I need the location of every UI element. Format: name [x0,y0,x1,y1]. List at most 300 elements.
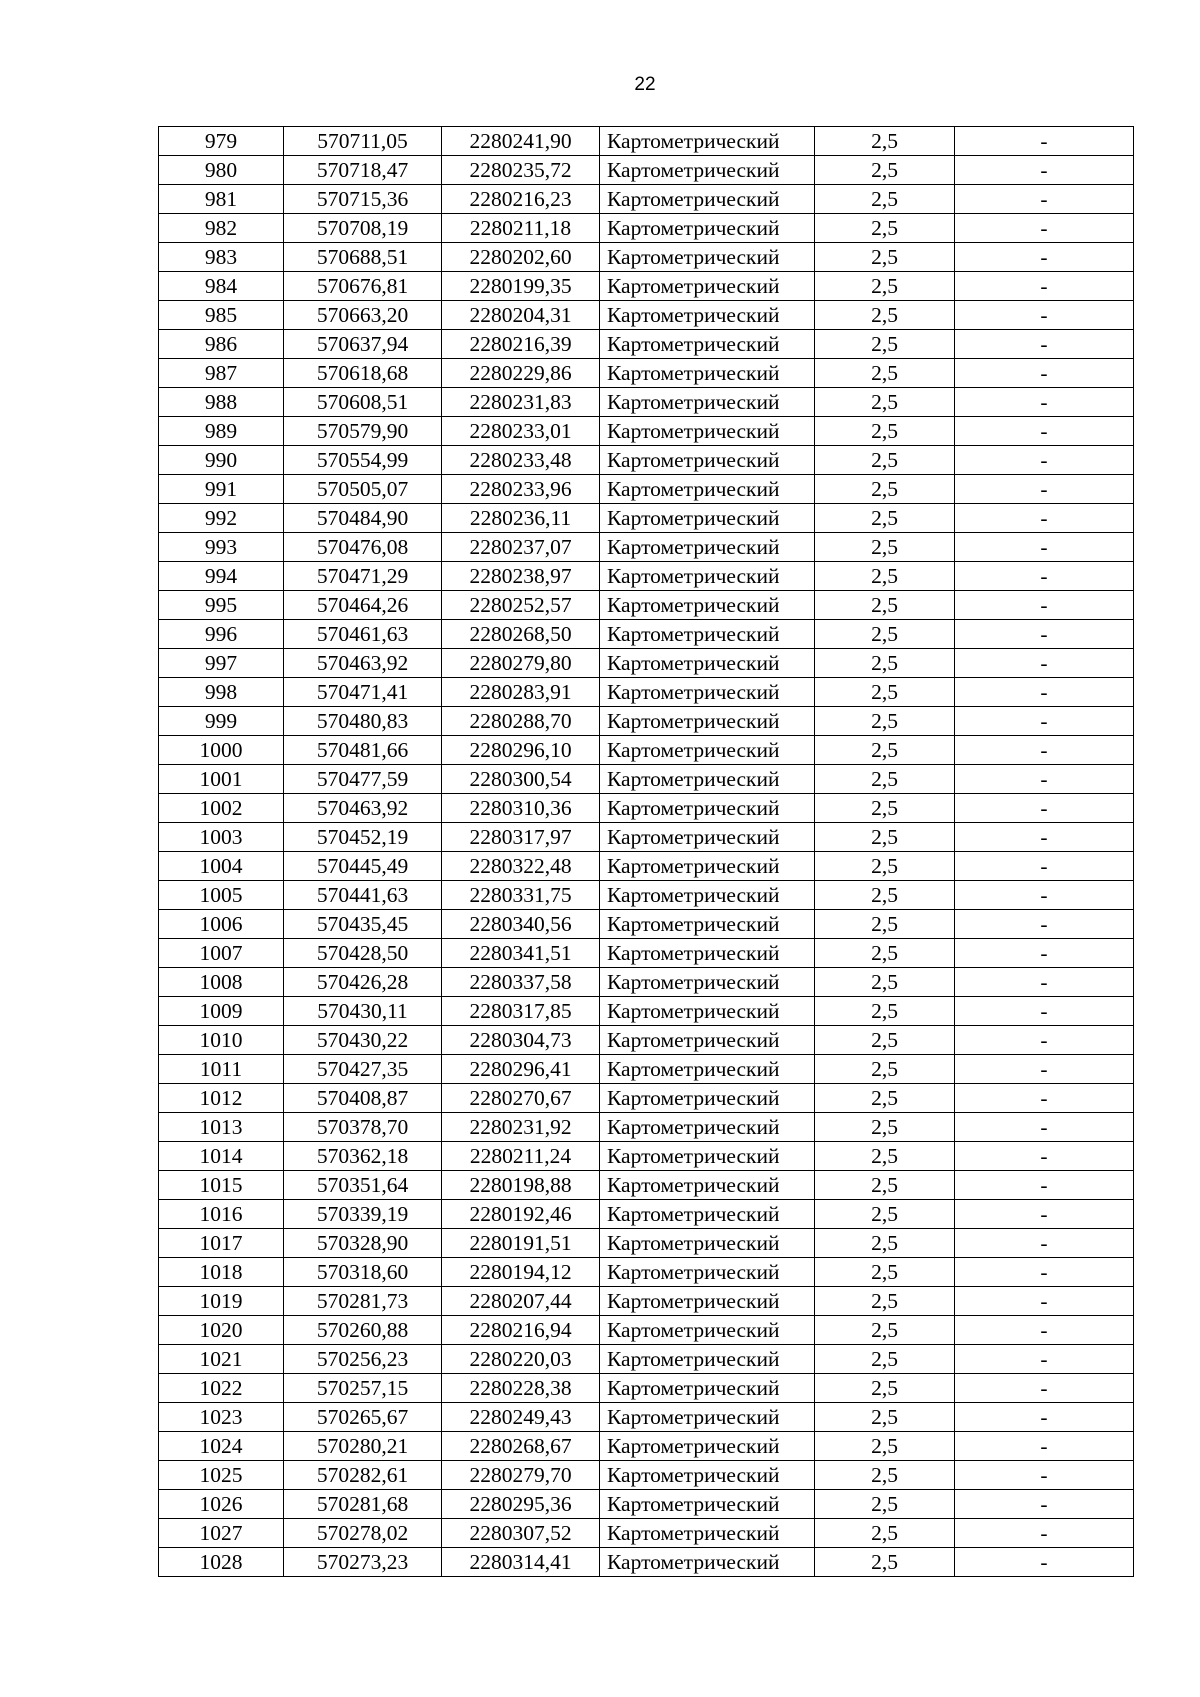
table-row [159,910,1134,939]
accuracy-cell: 2,5 [815,765,955,794]
y-coordinate-cell: 2280235,72 [442,156,600,185]
y-coordinate-cell: 2280341,51 [442,939,600,968]
point-number-cell: 1018 [159,1258,284,1287]
table-row [159,1490,1134,1519]
x-coordinate-cell: 570579,90 [284,417,442,446]
y-coordinate-cell: 2280307,52 [442,1519,600,1548]
table-row [159,1345,1134,1374]
x-coordinate-cell: 570445,49 [284,852,442,881]
x-coordinate-cell: 570378,70 [284,1113,442,1142]
table-row [159,1229,1134,1258]
x-coordinate-cell: 570428,50 [284,939,442,968]
y-coordinate-cell: 2280268,67 [442,1432,600,1461]
y-coordinate-cell: 2280331,75 [442,881,600,910]
method-cell: Картометрический [600,736,815,765]
description-cell: - [955,1316,1134,1345]
accuracy-cell: 2,5 [815,649,955,678]
accuracy-cell: 2,5 [815,504,955,533]
table-row [159,736,1134,765]
method-cell: Картометрический [600,1142,815,1171]
accuracy-cell: 2,5 [815,881,955,910]
point-number-cell: 989 [159,417,284,446]
accuracy-cell: 2,5 [815,185,955,214]
x-coordinate-cell: 570435,45 [284,910,442,939]
x-coordinate-cell: 570280,21 [284,1432,442,1461]
method-cell: Картометрический [600,243,815,272]
point-number-cell: 995 [159,591,284,620]
y-coordinate-cell: 2280231,83 [442,388,600,417]
y-coordinate-cell: 2280238,97 [442,562,600,591]
point-number-cell: 982 [159,214,284,243]
point-number-cell: 1000 [159,736,284,765]
method-cell: Картометрический [600,272,815,301]
description-cell: - [955,1026,1134,1055]
description-cell: - [955,1084,1134,1113]
y-coordinate-cell: 2280340,56 [442,910,600,939]
table-row [159,852,1134,881]
table-row [159,562,1134,591]
coordinates-table-body [159,127,1134,1577]
point-number-cell: 981 [159,185,284,214]
accuracy-cell: 2,5 [815,910,955,939]
y-coordinate-cell: 2280296,41 [442,1055,600,1084]
y-coordinate-cell: 2280236,11 [442,504,600,533]
point-number-cell: 1003 [159,823,284,852]
method-cell: Картометрический [600,1026,815,1055]
x-coordinate-cell: 570464,26 [284,591,442,620]
x-coordinate-cell: 570477,59 [284,765,442,794]
x-coordinate-cell: 570463,92 [284,649,442,678]
description-cell: - [955,1461,1134,1490]
point-number-cell: 1005 [159,881,284,910]
description-cell: - [955,1055,1134,1084]
method-cell: Картометрический [600,1432,815,1461]
description-cell: - [955,1345,1134,1374]
point-number-cell: 1025 [159,1461,284,1490]
y-coordinate-cell: 2280233,01 [442,417,600,446]
method-cell: Картометрический [600,446,815,475]
table-row [159,968,1134,997]
method-cell: Картометрический [600,301,815,330]
method-cell: Картометрический [600,1374,815,1403]
method-cell: Картометрический [600,1519,815,1548]
accuracy-cell: 2,5 [815,1229,955,1258]
table-row [159,533,1134,562]
point-number-cell: 1028 [159,1548,284,1577]
y-coordinate-cell: 2280249,43 [442,1403,600,1432]
description-cell: - [955,185,1134,214]
y-coordinate-cell: 2280304,73 [442,1026,600,1055]
table-row [159,939,1134,968]
method-cell: Картометрический [600,678,815,707]
y-coordinate-cell: 2280317,85 [442,997,600,1026]
x-coordinate-cell: 570461,63 [284,620,442,649]
table-row [159,1316,1134,1345]
point-number-cell: 999 [159,707,284,736]
table-row [159,1374,1134,1403]
point-number-cell: 1002 [159,794,284,823]
accuracy-cell: 2,5 [815,1055,955,1084]
y-coordinate-cell: 2280314,41 [442,1548,600,1577]
method-cell: Картометрический [600,1287,815,1316]
table-row [159,243,1134,272]
description-cell: - [955,475,1134,504]
point-number-cell: 1013 [159,1113,284,1142]
y-coordinate-cell: 2280220,03 [442,1345,600,1374]
table-row [159,301,1134,330]
point-number-cell: 1012 [159,1084,284,1113]
accuracy-cell: 2,5 [815,997,955,1026]
table-row [159,823,1134,852]
method-cell: Картометрический [600,1461,815,1490]
description-cell: - [955,1113,1134,1142]
x-coordinate-cell: 570362,18 [284,1142,442,1171]
table-row [159,156,1134,185]
x-coordinate-cell: 570281,73 [284,1287,442,1316]
table-row [159,707,1134,736]
method-cell: Картометрический [600,1403,815,1432]
table-row [159,1258,1134,1287]
description-cell: - [955,1490,1134,1519]
y-coordinate-cell: 2280322,48 [442,852,600,881]
method-cell: Картометрический [600,185,815,214]
x-coordinate-cell: 570427,35 [284,1055,442,1084]
method-cell: Картометрический [600,1055,815,1084]
accuracy-cell: 2,5 [815,1490,955,1519]
point-number-cell: 988 [159,388,284,417]
point-number-cell: 1008 [159,968,284,997]
description-cell: - [955,910,1134,939]
accuracy-cell: 2,5 [815,1026,955,1055]
description-cell: - [955,417,1134,446]
y-coordinate-cell: 2280211,18 [442,214,600,243]
accuracy-cell: 2,5 [815,1345,955,1374]
x-coordinate-cell: 570715,36 [284,185,442,214]
x-coordinate-cell: 570265,67 [284,1403,442,1432]
method-cell: Картометрический [600,475,815,504]
description-cell: - [955,1519,1134,1548]
table-row [159,620,1134,649]
description-cell: - [955,1287,1134,1316]
table-row [159,417,1134,446]
method-cell: Картометрический [600,1258,815,1287]
point-number-cell: 1021 [159,1345,284,1374]
table-row [159,1461,1134,1490]
accuracy-cell: 2,5 [815,417,955,446]
table-row [159,504,1134,533]
accuracy-cell: 2,5 [815,1432,955,1461]
y-coordinate-cell: 2280237,07 [442,533,600,562]
method-cell: Картометрический [600,997,815,1026]
table-row [159,1084,1134,1113]
x-coordinate-cell: 570430,11 [284,997,442,1026]
y-coordinate-cell: 2280211,24 [442,1142,600,1171]
x-coordinate-cell: 570484,90 [284,504,442,533]
point-number-cell: 986 [159,330,284,359]
table-row [159,1113,1134,1142]
description-cell: - [955,243,1134,272]
method-cell: Картометрический [600,330,815,359]
y-coordinate-cell: 2280216,23 [442,185,600,214]
table-row [159,330,1134,359]
method-cell: Картометрический [600,1229,815,1258]
x-coordinate-cell: 570408,87 [284,1084,442,1113]
description-cell: - [955,446,1134,475]
point-number-cell: 1017 [159,1229,284,1258]
point-number-cell: 1023 [159,1403,284,1432]
description-cell: - [955,214,1134,243]
table-row [159,272,1134,301]
x-coordinate-cell: 570708,19 [284,214,442,243]
table-row [159,765,1134,794]
x-coordinate-cell: 570430,22 [284,1026,442,1055]
accuracy-cell: 2,5 [815,533,955,562]
method-cell: Картометрический [600,968,815,997]
method-cell: Картометрический [600,504,815,533]
method-cell: Картометрический [600,794,815,823]
table-row [159,678,1134,707]
point-number-cell: 985 [159,301,284,330]
accuracy-cell: 2,5 [815,794,955,823]
method-cell: Картометрический [600,1490,815,1519]
y-coordinate-cell: 2280279,80 [442,649,600,678]
method-cell: Картометрический [600,1316,815,1345]
x-coordinate-cell: 570441,63 [284,881,442,910]
accuracy-cell: 2,5 [815,1142,955,1171]
point-number-cell: 1015 [159,1171,284,1200]
x-coordinate-cell: 570688,51 [284,243,442,272]
accuracy-cell: 2,5 [815,272,955,301]
y-coordinate-cell: 2280310,36 [442,794,600,823]
y-coordinate-cell: 2280233,48 [442,446,600,475]
x-coordinate-cell: 570471,41 [284,678,442,707]
table-row [159,475,1134,504]
method-cell: Картометрический [600,1548,815,1577]
y-coordinate-cell: 2280216,94 [442,1316,600,1345]
description-cell: - [955,794,1134,823]
x-coordinate-cell: 570351,64 [284,1171,442,1200]
description-cell: - [955,562,1134,591]
point-number-cell: 1022 [159,1374,284,1403]
description-cell: - [955,1200,1134,1229]
point-number-cell: 1019 [159,1287,284,1316]
description-cell: - [955,504,1134,533]
x-coordinate-cell: 570471,29 [284,562,442,591]
point-number-cell: 1007 [159,939,284,968]
method-cell: Картометрический [600,649,815,678]
accuracy-cell: 2,5 [815,475,955,504]
table-row [159,881,1134,910]
point-number-cell: 1009 [159,997,284,1026]
method-cell: Картометрический [600,852,815,881]
accuracy-cell: 2,5 [815,823,955,852]
x-coordinate-cell: 570618,68 [284,359,442,388]
x-coordinate-cell: 570426,28 [284,968,442,997]
table-row [159,446,1134,475]
accuracy-cell: 2,5 [815,330,955,359]
accuracy-cell: 2,5 [815,446,955,475]
table-row [159,185,1134,214]
accuracy-cell: 2,5 [815,301,955,330]
accuracy-cell: 2,5 [815,1258,955,1287]
x-coordinate-cell: 570480,83 [284,707,442,736]
x-coordinate-cell: 570278,02 [284,1519,442,1548]
x-coordinate-cell: 570711,05 [284,127,442,156]
description-cell: - [955,852,1134,881]
x-coordinate-cell: 570663,20 [284,301,442,330]
table-row [159,359,1134,388]
description-cell: - [955,1258,1134,1287]
description-cell: - [955,997,1134,1026]
x-coordinate-cell: 570452,19 [284,823,442,852]
y-coordinate-cell: 2280202,60 [442,243,600,272]
y-coordinate-cell: 2280199,35 [442,272,600,301]
accuracy-cell: 2,5 [815,1403,955,1432]
table-row [159,388,1134,417]
y-coordinate-cell: 2280252,57 [442,591,600,620]
accuracy-cell: 2,5 [815,156,955,185]
description-cell: - [955,881,1134,910]
y-coordinate-cell: 2280231,92 [442,1113,600,1142]
accuracy-cell: 2,5 [815,1316,955,1345]
table-row [159,591,1134,620]
method-cell: Картометрический [600,620,815,649]
accuracy-cell: 2,5 [815,968,955,997]
accuracy-cell: 2,5 [815,939,955,968]
table-row [159,1548,1134,1577]
accuracy-cell: 2,5 [815,214,955,243]
y-coordinate-cell: 2280268,50 [442,620,600,649]
table-row [159,1432,1134,1461]
table-row [159,1403,1134,1432]
y-coordinate-cell: 2280228,38 [442,1374,600,1403]
method-cell: Картометрический [600,214,815,243]
table-row [159,1200,1134,1229]
description-cell: - [955,388,1134,417]
method-cell: Картометрический [600,591,815,620]
description-cell: - [955,968,1134,997]
x-coordinate-cell: 570339,19 [284,1200,442,1229]
point-number-cell: 983 [159,243,284,272]
table-row [159,649,1134,678]
method-cell: Картометрический [600,1345,815,1374]
description-cell: - [955,939,1134,968]
description-cell: - [955,707,1134,736]
accuracy-cell: 2,5 [815,359,955,388]
point-number-cell: 1027 [159,1519,284,1548]
accuracy-cell: 2,5 [815,1113,955,1142]
y-coordinate-cell: 2280283,91 [442,678,600,707]
y-coordinate-cell: 2280337,58 [442,968,600,997]
point-number-cell: 1020 [159,1316,284,1345]
accuracy-cell: 2,5 [815,1374,955,1403]
description-cell: - [955,1374,1134,1403]
y-coordinate-cell: 2280192,46 [442,1200,600,1229]
table-row [159,1026,1134,1055]
table-row [159,127,1134,156]
accuracy-cell: 2,5 [815,1519,955,1548]
y-coordinate-cell: 2280288,70 [442,707,600,736]
x-coordinate-cell: 570273,23 [284,1548,442,1577]
x-coordinate-cell: 570282,61 [284,1461,442,1490]
table-row [159,214,1134,243]
accuracy-cell: 2,5 [815,1548,955,1577]
point-number-cell: 979 [159,127,284,156]
x-coordinate-cell: 570505,07 [284,475,442,504]
accuracy-cell: 2,5 [815,243,955,272]
method-cell: Картометрический [600,562,815,591]
accuracy-cell: 2,5 [815,1171,955,1200]
description-cell: - [955,156,1134,185]
x-coordinate-cell: 570260,88 [284,1316,442,1345]
accuracy-cell: 2,5 [815,707,955,736]
method-cell: Картометрический [600,1084,815,1113]
y-coordinate-cell: 2280317,97 [442,823,600,852]
y-coordinate-cell: 2280216,39 [442,330,600,359]
point-number-cell: 991 [159,475,284,504]
method-cell: Картометрический [600,910,815,939]
coordinates-table [158,126,1134,1577]
x-coordinate-cell: 570476,08 [284,533,442,562]
y-coordinate-cell: 2280191,51 [442,1229,600,1258]
table-row [159,1055,1134,1084]
accuracy-cell: 2,5 [815,1461,955,1490]
table-row [159,997,1134,1026]
y-coordinate-cell: 2280229,86 [442,359,600,388]
method-cell: Картометрический [600,823,815,852]
description-cell: - [955,301,1134,330]
accuracy-cell: 2,5 [815,127,955,156]
accuracy-cell: 2,5 [815,591,955,620]
x-coordinate-cell: 570318,60 [284,1258,442,1287]
point-number-cell: 990 [159,446,284,475]
point-number-cell: 1011 [159,1055,284,1084]
description-cell: - [955,330,1134,359]
y-coordinate-cell: 2280270,67 [442,1084,600,1113]
point-number-cell: 1016 [159,1200,284,1229]
description-cell: - [955,1142,1134,1171]
table-row [159,1142,1134,1171]
x-coordinate-cell: 570281,68 [284,1490,442,1519]
method-cell: Картометрический [600,881,815,910]
table-row [159,1171,1134,1200]
method-cell: Картометрический [600,533,815,562]
method-cell: Картометрический [600,127,815,156]
y-coordinate-cell: 2280300,54 [442,765,600,794]
point-number-cell: 994 [159,562,284,591]
x-coordinate-cell: 570608,51 [284,388,442,417]
description-cell: - [955,678,1134,707]
x-coordinate-cell: 570676,81 [284,272,442,301]
description-cell: - [955,1229,1134,1258]
point-number-cell: 996 [159,620,284,649]
point-number-cell: 980 [159,156,284,185]
table-row [159,794,1134,823]
method-cell: Картометрический [600,359,815,388]
accuracy-cell: 2,5 [815,1287,955,1316]
x-coordinate-cell: 570257,15 [284,1374,442,1403]
method-cell: Картометрический [600,707,815,736]
accuracy-cell: 2,5 [815,1084,955,1113]
method-cell: Картометрический [600,765,815,794]
point-number-cell: 1004 [159,852,284,881]
point-number-cell: 1026 [159,1490,284,1519]
description-cell: - [955,823,1134,852]
accuracy-cell: 2,5 [815,388,955,417]
y-coordinate-cell: 2280241,90 [442,127,600,156]
description-cell: - [955,359,1134,388]
accuracy-cell: 2,5 [815,678,955,707]
